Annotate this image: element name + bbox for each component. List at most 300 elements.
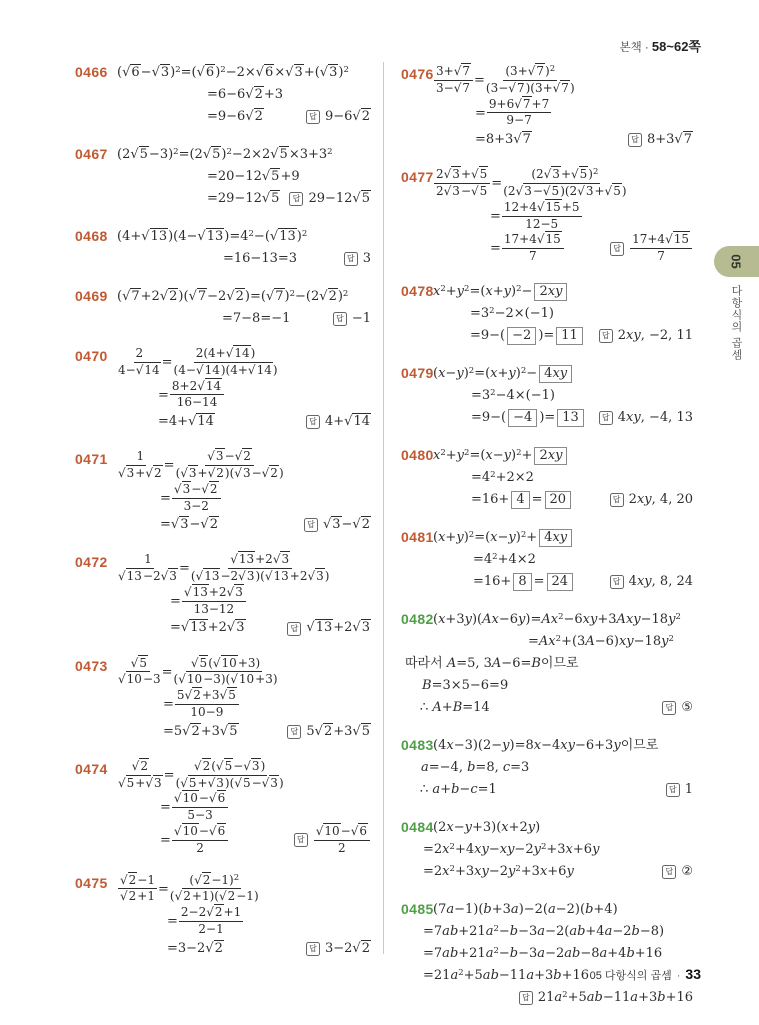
math-expression: =16+ 4 = 20: [471, 491, 573, 509]
fraction: $\frac{√10-√6}{5-3}$: [172, 792, 228, 823]
square-root: √3: [170, 517, 189, 533]
solution-line: [75, 791, 371, 824]
fraction: $\frac{√10-√6}{2}$: [172, 825, 228, 856]
problem-0485: [401, 899, 693, 1009]
answer-value: 5√2+3√5: [306, 723, 370, 739]
problem-number: 0479: [401, 364, 434, 381]
solution-line: [401, 839, 693, 861]
chapter-tab: [714, 246, 759, 277]
problem-number: 0476: [401, 66, 434, 82]
square-root: √15: [536, 199, 561, 214]
square-root: √10: [315, 823, 340, 838]
solution-line: [401, 861, 693, 883]
boxed-value: 2xy: [534, 447, 567, 465]
square-root: √7: [527, 64, 545, 78]
problem-number: 0482: [401, 610, 434, 627]
problem-number: 0474: [75, 760, 108, 777]
answer: [298, 109, 371, 125]
answer-value: 2xy, −2, 11: [617, 327, 693, 343]
solution-line: [401, 167, 693, 200]
square-root: √13: [269, 228, 296, 244]
fraction: $\frac{1}{√3+√2}$: [118, 449, 162, 480]
solution-line: [401, 527, 693, 549]
square-root: √2: [352, 108, 370, 124]
answer-icon: 답: [599, 329, 613, 343]
square-root: √13: [264, 569, 289, 584]
math-expression: =7−8=−1: [222, 310, 291, 326]
problem-number: 0480: [401, 446, 434, 463]
answer-value: 9−6√2: [324, 108, 370, 124]
answer-value: √13+2√3: [306, 620, 370, 636]
footer-chapter-title: 05 다항식의 곱셈: [589, 970, 672, 982]
square-root: √6: [208, 791, 226, 806]
square-root: √3: [207, 449, 224, 464]
math-expression: $\frac{2√3+√5}{2√3-√5}$ = $\frac{(2√3+√5)^2}{(2√3-√5)(2√3+√5)}$: [436, 167, 627, 198]
solution-line: [401, 549, 693, 571]
math-expression: $\frac{3+√7}{3-√7}$ = $\frac{(3+√7)^2}{(3-√7)(3+√7)}$: [436, 64, 575, 95]
problem-0481: [401, 527, 693, 593]
square-root: √7: [514, 96, 531, 111]
answer-value: ⑤: [681, 699, 693, 715]
fraction: $\frac{√3-√2}{(√3+√2)(√3-√2)}$: [175, 449, 284, 480]
answer-icon: 답: [599, 411, 613, 425]
square-root: √3: [145, 775, 162, 790]
problem-number: 0483: [401, 736, 434, 753]
square-root: √3: [180, 465, 197, 480]
fraction: $\frac{√13+2√3}{(√13-2√3)(√13+2√3)}$: [190, 552, 330, 584]
math-expression: $=2x^2+4xy-xy-2y^2+3x+6y$: [423, 841, 600, 857]
fraction: $\frac{√13+2√3}{13-12}$: [182, 586, 246, 617]
square-root: √2: [314, 723, 333, 739]
solution-line: [401, 385, 693, 407]
problem-number: 0469: [75, 288, 108, 304]
square-root: √2: [245, 108, 263, 124]
square-root: √7: [453, 80, 470, 95]
answer-icon: 답: [666, 783, 680, 797]
problem-0466: [75, 62, 371, 128]
math-expression: = $\frac{√10-√6}{2}$: [160, 824, 229, 857]
solutions-column-left: [75, 62, 371, 976]
square-root: √5: [471, 183, 488, 198]
answer-value: 8+3√7: [646, 132, 692, 148]
square-root: √3: [234, 465, 251, 480]
solution-line: [401, 407, 693, 429]
math-expression: =√13+2√3: [170, 620, 245, 636]
solution-line: [75, 411, 371, 433]
square-root: √10: [230, 672, 255, 687]
math-expression: = $\frac{2-2√2+1}{2-1}$: [167, 905, 242, 936]
square-root: √3: [238, 569, 255, 584]
square-root: √6: [122, 64, 140, 80]
problem-number: 0468: [75, 228, 108, 244]
solution-line: [401, 489, 693, 511]
answer-value: $21a^2+5ab-11a+3b+16$: [537, 989, 693, 1005]
square-root: √13: [183, 584, 208, 599]
fraction: $\frac{√2}{√5+√3}$: [118, 758, 162, 790]
fraction: $\frac{√3-√2}{3-2}$: [172, 483, 221, 514]
square-root: √5: [130, 146, 148, 162]
math-expression: $(x-y)^2=(x+y)^2- 4xy$: [433, 365, 574, 383]
square-root: √7: [188, 288, 207, 304]
square-root: √2: [159, 288, 178, 304]
problem-0476: [401, 64, 693, 151]
square-root: √5: [202, 146, 221, 162]
answer-icon: 답: [306, 110, 320, 124]
square-root: √5: [215, 758, 233, 773]
solution-line: [75, 188, 371, 210]
solution-line: [401, 325, 693, 347]
square-root: √2: [205, 940, 223, 956]
square-root: √3: [322, 517, 341, 533]
answer-icon: 답: [306, 415, 320, 429]
column-divider: [383, 62, 384, 954]
answer-value: ②: [681, 863, 693, 879]
solution-line: [75, 449, 371, 482]
square-root: √15: [665, 232, 689, 247]
square-root: √7: [513, 132, 531, 148]
problem-0472: [75, 552, 371, 639]
problem-0483: [401, 735, 693, 801]
square-root: √3: [226, 620, 245, 636]
solution-line: [401, 817, 693, 839]
boxed-value: 4xy: [539, 529, 572, 547]
boxed-value: 13: [557, 409, 584, 427]
solution-line: [401, 653, 693, 675]
header-book-label: 본책 ·: [619, 42, 649, 54]
problem-number: 0484: [401, 818, 434, 835]
answer-icon: 답: [662, 865, 676, 879]
square-root: √6: [255, 64, 274, 80]
square-root: √10: [212, 655, 237, 670]
square-root: √7: [453, 64, 470, 78]
answer: [298, 941, 371, 957]
answer: [654, 864, 693, 880]
solution-line: [401, 779, 693, 801]
solution-line: [75, 84, 371, 106]
solution-line: [401, 899, 693, 921]
math-expression: $\frac{√5}{√10-3}$ = $\frac{√5(√10+3)}{(√10-3)(√10+3)}$: [118, 655, 278, 687]
problem-0482: [401, 609, 693, 719]
answer: [591, 410, 693, 426]
boxed-value: 4xy: [539, 365, 572, 383]
answer-icon: 답: [287, 725, 301, 739]
math-expression: $x^2+y^2=(x+y)^2- 2xy$: [433, 283, 569, 301]
square-root: √13: [230, 552, 255, 567]
answer-icon: 답: [610, 493, 624, 507]
solution-line: [75, 873, 371, 906]
square-root: √7: [508, 80, 525, 95]
square-root: √13: [195, 569, 220, 584]
square-root: √7: [552, 80, 569, 95]
math-expression: $=3^2-2\times(-1)$: [470, 305, 554, 321]
math-expression: = $\frac{17+4√15}{7}$: [490, 232, 565, 265]
solution-line: [401, 757, 693, 779]
solution-line: [401, 735, 693, 757]
answer: [602, 232, 693, 265]
answer-icon: 답: [519, 991, 533, 1005]
square-root: √2: [174, 889, 191, 904]
square-root: √5: [261, 190, 280, 206]
problem-number: 0475: [75, 874, 108, 891]
solution-line: [401, 697, 693, 719]
square-root: √2: [352, 940, 370, 956]
fraction: $\frac{17+4√15}{7}$: [630, 233, 692, 264]
problem-number: 0481: [401, 528, 434, 545]
footer-page-number: 33: [685, 966, 701, 982]
header-page-ref: [619, 36, 701, 55]
fraction: $\frac{3+√7}{3-√7}$: [434, 65, 473, 96]
math-expression: $\frac{1}{√3+√2}$ = $\frac{√3-√2}{(√3+√2)(√3-√2)}$: [118, 449, 284, 480]
answer-icon: 답: [344, 252, 358, 266]
square-root: √7: [265, 288, 284, 304]
square-root: √13: [306, 620, 333, 636]
solution-line: [401, 987, 693, 1009]
solution-line: [401, 129, 693, 151]
solution-line: [75, 106, 371, 128]
solution-line: [401, 609, 693, 631]
math-expression: =16+ 8 = 24: [473, 573, 575, 591]
solution-line: [401, 64, 693, 97]
problem-0474: [75, 759, 371, 857]
square-root: √14: [225, 346, 250, 360]
square-root: √5: [180, 775, 197, 790]
fraction: $\frac{17+4√15}{7}$: [502, 233, 564, 264]
math-expression: B=3×5−6=9: [422, 677, 509, 693]
answer-value: 3: [362, 250, 371, 266]
math-expression: = $\frac{√3-√2}{3-2}$: [160, 482, 222, 515]
fraction: $\frac{2√3+√5}{2√3-√5}$: [434, 168, 490, 199]
square-root: √14: [197, 378, 222, 393]
square-root: √2: [352, 517, 370, 533]
solution-line: [401, 921, 693, 943]
square-root: √15: [536, 232, 561, 247]
fraction: $\frac{√2(√5-√3)}{(√5+√3)(√5-√3)}$: [175, 758, 284, 790]
solution-line: [75, 379, 371, 412]
boxed-value: 4: [511, 491, 529, 509]
math-expression: =6−6√2+3: [207, 86, 284, 102]
square-root: √5: [234, 775, 251, 790]
answer-value: 4xy, −4, 13: [617, 409, 693, 425]
math-expression: ∴ a+b−c=1: [420, 781, 497, 797]
square-root: √10: [118, 672, 142, 687]
square-root: √3: [515, 183, 532, 198]
solution-line: [401, 467, 693, 489]
solution-line: [75, 308, 371, 330]
square-root: √3: [319, 64, 338, 80]
solution-line: [75, 248, 371, 270]
problem-0473: [75, 656, 371, 743]
solution-line: [75, 656, 371, 689]
chapter-tab-label: 다항식의 곱셈: [730, 285, 742, 362]
answer: [336, 251, 371, 267]
problem-number: 0471: [75, 451, 108, 468]
solution-line: [75, 62, 371, 84]
square-root: √14: [135, 362, 160, 377]
footer: [590, 966, 701, 983]
fraction: $\frac{9+6√7+7}{9-7}$: [488, 96, 550, 128]
answer-value: 2xy, 4, 20: [628, 491, 693, 507]
solution-line: [401, 943, 693, 965]
fraction: $\frac{(√2-1)^2}{(√2+1)(√2-1)}$: [169, 872, 259, 904]
solution-line: [401, 281, 693, 303]
solution-line: [75, 286, 371, 308]
problem-number: 0466: [75, 64, 108, 80]
solution-line: [75, 824, 371, 857]
math-expression: =3−2√2: [167, 940, 223, 956]
square-root: √10: [173, 823, 198, 838]
fraction: $\frac{2(4+√14)}{(4-√14)(4+√14)}$: [173, 346, 278, 377]
math-expression: $(x+y)^2=(x-y)^2+ 4xy$: [433, 529, 574, 547]
square-root: √5: [571, 167, 588, 182]
math-expression: = $\frac{8+2√14}{16-14}$: [158, 379, 225, 412]
square-root: √5: [471, 167, 488, 182]
problem-number: 0470: [75, 348, 108, 364]
square-root: √2: [218, 889, 236, 904]
square-root: √3: [285, 64, 303, 80]
answer-icon: 답: [304, 518, 318, 532]
answer-icon: 답: [662, 701, 676, 715]
answer-value: 1: [684, 781, 693, 797]
square-root: √7: [122, 288, 140, 304]
square-root: √5: [190, 655, 208, 670]
square-root: √2: [245, 86, 263, 102]
math-expression: $(√6-√3)^2=(√6)^2-2\times√6\times√3+(√3)^2$: [117, 64, 349, 80]
answer: [325, 311, 371, 327]
square-root: √3: [207, 775, 224, 790]
math-expression: 따라서 A=5, 3A−6=B이므로: [405, 655, 579, 671]
square-root: √5: [261, 168, 280, 184]
math-expression: $=4^2+4\times 2$: [473, 551, 536, 567]
square-root: √3: [118, 465, 135, 480]
square-root: √3: [352, 620, 370, 636]
square-root: √3: [307, 569, 324, 584]
solution-line: [401, 445, 693, 467]
square-root: √3: [173, 481, 191, 496]
square-root: √3: [160, 569, 177, 584]
math-expression: = $\frac{12+4√15+5}{12-5}$: [490, 199, 580, 231]
square-root: √2: [200, 517, 218, 533]
answer: [620, 132, 693, 148]
square-root: √2: [194, 872, 211, 887]
math-expression: ∴ A+B=14: [420, 699, 490, 715]
math-expression: =16−13=3: [223, 250, 298, 266]
answer-value: [629, 232, 693, 265]
boxed-value: 11: [556, 327, 583, 345]
solution-line: [75, 166, 371, 188]
answer: [654, 700, 693, 716]
math-expression: $(√7+2√2)(√7-2√2)=(√7)^2-(2√2)^2$: [117, 288, 349, 304]
square-root: √2: [145, 465, 162, 480]
math-expression: =20−12√5+9: [207, 168, 300, 184]
problem-number: 0478: [401, 282, 434, 299]
boxed-value: 2xy: [534, 283, 567, 301]
solution-line: [75, 585, 371, 618]
fraction: $\frac{√5}{√10-3}$: [118, 655, 161, 687]
problem-number: 0477: [401, 169, 434, 186]
problem-number: 0472: [75, 554, 108, 571]
problem-0484: [401, 817, 693, 883]
math-expression: =4+√14: [158, 414, 214, 430]
square-root: √6: [196, 64, 215, 80]
math-expression: =5√2+3√5: [163, 723, 238, 739]
square-root: √7: [674, 132, 692, 148]
math-expression: $=Ax^2+(3A-6)xy-18y^2$: [528, 633, 674, 649]
answer-icon: 답: [610, 575, 624, 589]
fraction: $\frac{8+2√14}{16-14}$: [170, 380, 224, 411]
math-expression: = $\frac{5√2+3√5}{10-9}$: [163, 688, 240, 721]
square-root: √2: [226, 288, 244, 304]
solution-line: [401, 675, 693, 697]
solution-line: [75, 938, 371, 960]
square-root: √2: [319, 288, 337, 304]
math-expression: =29−12√5: [207, 190, 280, 206]
answer-value: −1: [351, 310, 371, 326]
math-expression: =8+3√7: [475, 132, 531, 148]
problem-0467: [75, 144, 371, 210]
square-root: √13: [180, 620, 207, 636]
answer-icon: 답: [306, 942, 320, 956]
square-root: √5: [604, 183, 621, 198]
math-expression: $=3^2-4\times(-1)$: [471, 387, 555, 403]
boxed-value: −4: [508, 409, 537, 427]
answer-icon: 답: [287, 622, 301, 636]
square-root: √3: [577, 183, 594, 198]
solution-line: [75, 226, 371, 248]
square-root: √14: [344, 414, 370, 430]
square-root: √2: [261, 465, 278, 480]
math-expression: (7a−1)(b+3a)−2(a−2)(b+4): [433, 901, 618, 917]
solution-line: [75, 688, 371, 721]
solution-line: [75, 552, 371, 585]
solution-line: [401, 232, 693, 265]
solution-line: [75, 759, 371, 792]
answer: [279, 724, 371, 740]
square-root: √2: [184, 688, 201, 703]
boxed-value: 20: [545, 491, 572, 509]
fraction: $\frac{(3+√7)^2}{(3-√7)(3+√7)}$: [485, 64, 575, 95]
square-root: √3: [226, 584, 243, 599]
answer-value: [313, 824, 371, 857]
solution-line: [75, 905, 371, 938]
problem-0469: [75, 286, 371, 330]
square-root: √6: [208, 823, 226, 838]
solution-line: [401, 631, 693, 653]
problem-0480: [401, 445, 693, 511]
problem-0475: [75, 873, 371, 960]
square-root: √10: [173, 791, 198, 806]
math-expression: = $\frac{√13+2√3}{13-12}$: [170, 585, 247, 618]
square-root: √3: [151, 64, 170, 80]
square-root: √5: [219, 723, 238, 739]
square-root: √13: [118, 569, 142, 584]
square-root: √2: [234, 449, 251, 464]
math-expression: $=7ab+21a^2-b-3a-2(ab+4a-2b-8)$: [423, 923, 665, 939]
answer-icon: 답: [333, 312, 347, 326]
fraction: $\frac{√10-√6}{2}$: [314, 825, 370, 856]
problem-0468: [75, 226, 371, 270]
square-root: √5: [352, 190, 370, 206]
math-expression: =9−( −2 )= 11: [470, 327, 585, 345]
fraction: $\frac{1}{√13-2√3}$: [118, 552, 177, 584]
answer-icon: 답: [610, 242, 624, 256]
solution-line: [401, 200, 693, 233]
answer-value: 4+√14: [324, 414, 370, 430]
math-expression: (4x−3)(2−y)=8x−4xy−6+3y이므로: [433, 737, 659, 753]
math-expression: a=−4, b=8, c=3: [421, 759, 530, 775]
square-root: √5: [130, 655, 147, 670]
math-expression: $\frac{√2}{√5+√3}$ = $\frac{√2(√5-√3)}{(√5+√3)(√5-√3)}$: [118, 758, 284, 790]
problem-0470: [75, 346, 371, 433]
